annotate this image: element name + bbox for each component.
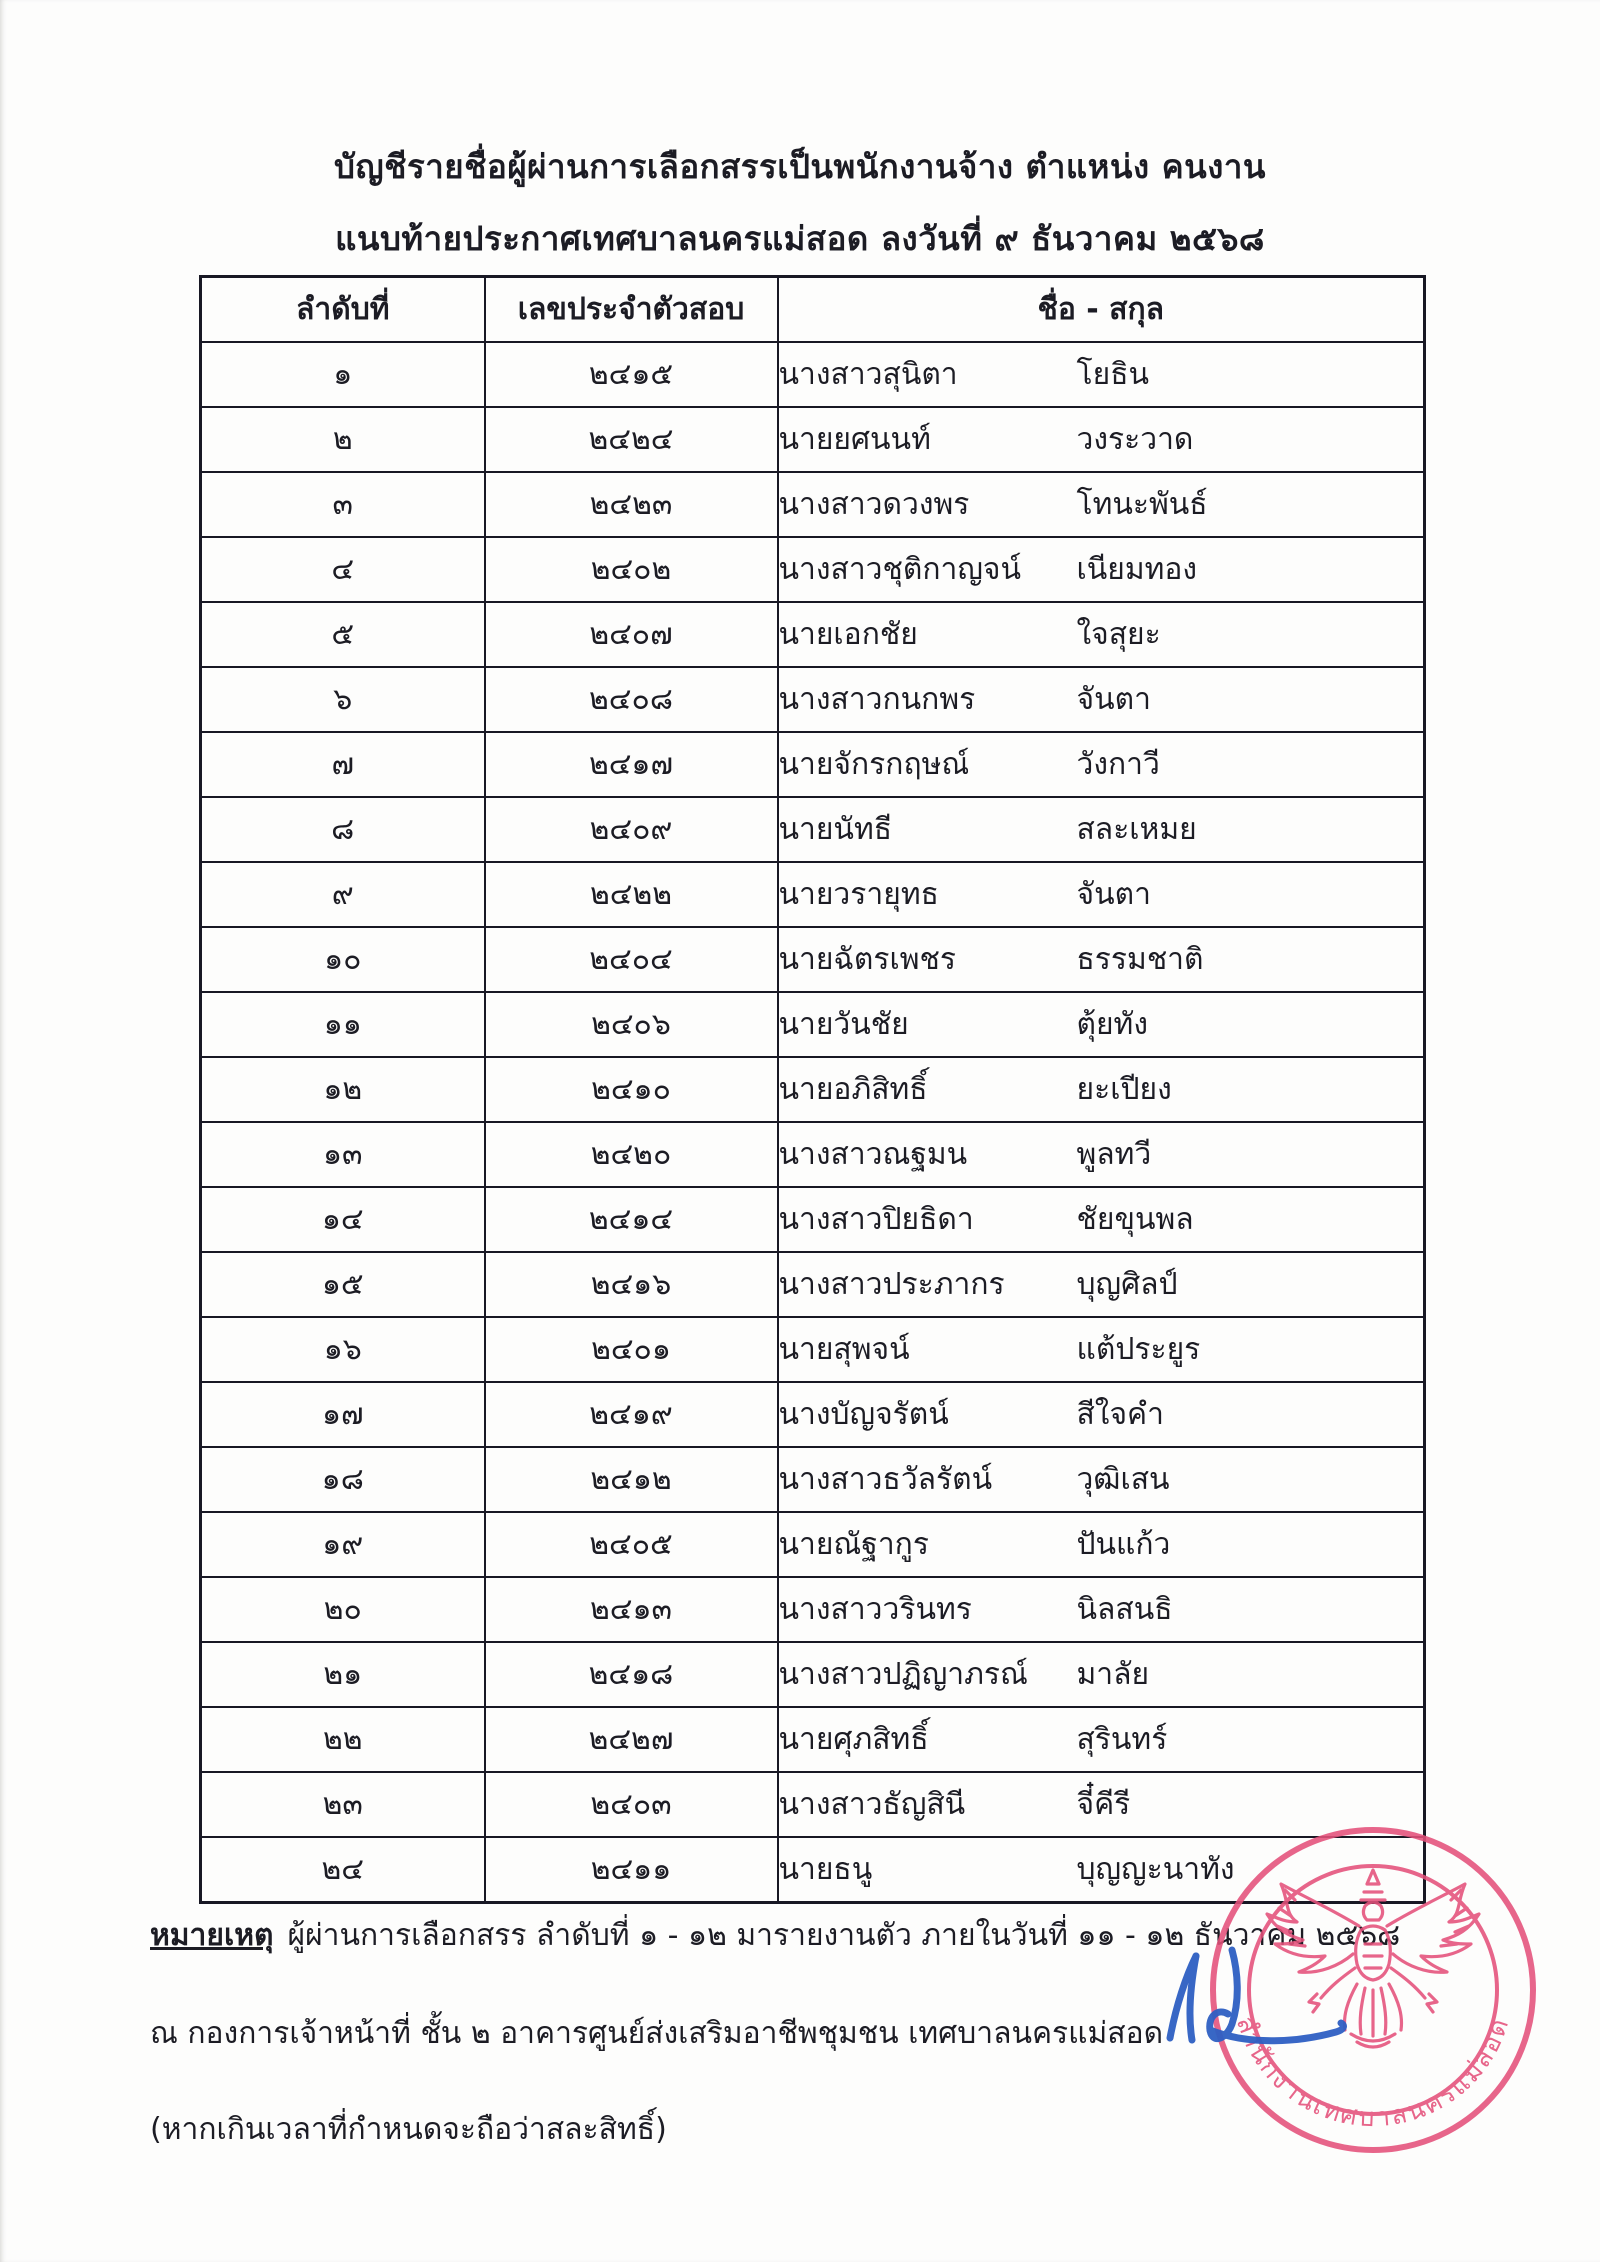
row-full-name <box>778 1382 1425 1447</box>
row-first-name: นางสาวณฐมน <box>778 1137 968 1172</box>
table-row <box>201 342 1425 407</box>
row-first-name: นายอภิสิทธิ์ <box>778 1072 928 1107</box>
row-first-name: นายยศนนท์ <box>778 422 931 457</box>
row-last-name: ชัยขุนพล <box>1076 1202 1194 1237</box>
row-full-name <box>778 1122 1425 1187</box>
table-row <box>201 862 1425 927</box>
header-order-number: ลำดับที่ <box>201 277 485 343</box>
table-row <box>201 797 1425 862</box>
row-exam-id: ๒๔๐๓ <box>485 1772 778 1837</box>
row-first-name: นายสุพจน์ <box>778 1332 910 1367</box>
row-last-name: ธรรมชาติ <box>1076 942 1204 977</box>
row-first-name: นางสาวธวัลรัตน์ <box>778 1462 993 1497</box>
row-last-name: พูลทวี <box>1076 1137 1152 1172</box>
seal-text: สำนักงานเทศบาลนครแม่สอด <box>1229 2012 1516 2134</box>
row-first-name: นายเอกชัย <box>778 617 918 652</box>
row-order-number: ๙ <box>201 862 485 927</box>
table-row <box>201 1512 1425 1577</box>
row-first-name: นายธนู <box>778 1852 873 1887</box>
row-first-name: นายวรายุทธ <box>778 877 939 912</box>
row-order-number: ๖ <box>201 667 485 732</box>
row-exam-id: ๒๔๑๑ <box>485 1837 778 1903</box>
row-last-name: บุญญะนาทัง <box>1076 1852 1235 1887</box>
row-full-name <box>778 1447 1425 1512</box>
row-last-name: วุฒิเสน <box>1076 1462 1170 1497</box>
row-last-name: จี๋คีรี <box>1076 1787 1131 1822</box>
table-row <box>201 1707 1425 1772</box>
row-last-name: ยะเปียง <box>1076 1072 1172 1107</box>
row-exam-id: ๒๔๐๙ <box>485 797 778 862</box>
row-full-name <box>778 927 1425 992</box>
row-exam-id: ๒๔๐๗ <box>485 602 778 667</box>
results-table <box>199 275 1426 1904</box>
row-full-name <box>778 1187 1425 1252</box>
row-first-name: นายจักรกฤษณ์ <box>778 747 970 782</box>
row-first-name: นายนัทธี <box>778 812 893 847</box>
row-exam-id: ๒๔๐๘ <box>485 667 778 732</box>
row-exam-id: ๒๔๑๒ <box>485 1447 778 1512</box>
row-exam-id: ๒๔๑๕ <box>485 342 778 407</box>
row-order-number: ๗ <box>201 732 485 797</box>
row-exam-id: ๒๔๐๒ <box>485 537 778 602</box>
row-exam-id: ๒๔๑๓ <box>485 1577 778 1642</box>
row-order-number: ๑ <box>201 342 485 407</box>
row-full-name <box>778 1707 1425 1772</box>
table-row <box>201 1057 1425 1122</box>
note-line-3: (หากเกินเวลาที่กำหนดจะถือว่าสละสิทธิ์) <box>150 2112 667 2147</box>
row-exam-id: ๒๔๐๕ <box>485 1512 778 1577</box>
row-order-number: ๒๒ <box>201 1707 485 1772</box>
row-exam-id: ๒๔๑๗ <box>485 732 778 797</box>
row-order-number: ๑๗ <box>201 1382 485 1447</box>
row-exam-id: ๒๔๐๔ <box>485 927 778 992</box>
row-first-name: นางสาวกนกพร <box>778 682 976 717</box>
row-first-name: นายศุภสิทธิ์ <box>778 1722 929 1757</box>
row-last-name: โทนะพันธ์ <box>1076 487 1208 522</box>
row-last-name: สีใจคำ <box>1076 1397 1164 1432</box>
title-line-1: บัญชีรายชื่อผู้ผ่านการเลือกสรรเป็นพนักงานจ้าง ตำแหน่ง คนงาน <box>334 147 1266 186</box>
row-first-name: นางสาวปฏิญาภรณ์ <box>778 1657 1028 1692</box>
row-order-number: ๒ <box>201 407 485 472</box>
row-last-name: วงระวาด <box>1076 422 1194 457</box>
row-full-name <box>778 797 1425 862</box>
table-row <box>201 927 1425 992</box>
row-order-number: ๒๑ <box>201 1642 485 1707</box>
row-full-name <box>778 407 1425 472</box>
row-first-name: นางสาวธัญสินี <box>778 1787 966 1822</box>
row-order-number: ๑๙ <box>201 1512 485 1577</box>
row-full-name <box>778 1577 1425 1642</box>
row-first-name: นางสาววรินทร <box>778 1592 972 1627</box>
header-full-name: ชื่อ - สกุล <box>778 277 1425 343</box>
row-first-name: นางสาวสุนิตา <box>778 357 958 392</box>
row-full-name <box>778 862 1425 927</box>
row-exam-id: ๒๔๑๐ <box>485 1057 778 1122</box>
row-last-name: ใจสุยะ <box>1076 617 1161 652</box>
row-first-name: นางสาวชุติกาญจน์ <box>778 552 1022 587</box>
row-last-name: ปันแก้ว <box>1076 1527 1171 1562</box>
row-exam-id: ๒๔๑๘ <box>485 1642 778 1707</box>
row-full-name <box>778 342 1425 407</box>
row-full-name <box>778 1642 1425 1707</box>
table-row <box>201 1642 1425 1707</box>
title-line-2: แนบท้ายประกาศเทศบาลนครแม่สอด ลงวันที่ ๙ ธันวาคม ๒๕๖๘ <box>335 219 1265 258</box>
row-last-name: ตุ้ยทัง <box>1076 1007 1148 1042</box>
table-row <box>201 1122 1425 1187</box>
table-row <box>201 732 1425 797</box>
row-order-number: ๑๖ <box>201 1317 485 1382</box>
row-last-name: นิลสนธิ <box>1076 1592 1173 1627</box>
row-order-number: ๑๕ <box>201 1252 485 1317</box>
row-exam-id: ๒๔๒๒ <box>485 862 778 927</box>
table-row <box>201 1577 1425 1642</box>
note-line-2: ณ กองการเจ้าหน้าที่ ชั้น ๒ อาคารศูนย์ส่งเสริมอาชีพชุมชน เทศบาลนครแม่สอด <box>150 2016 1164 2051</box>
row-exam-id: ๒๔๑๖ <box>485 1252 778 1317</box>
row-exam-id: ๒๔๒๔ <box>485 407 778 472</box>
header-exam-id: เลขประจำตัวสอบ <box>485 277 778 343</box>
table-row <box>201 407 1425 472</box>
row-order-number: ๑๘ <box>201 1447 485 1512</box>
row-last-name: บุญศิลป์ <box>1076 1267 1178 1302</box>
row-last-name: จันตา <box>1076 682 1151 717</box>
row-full-name <box>778 732 1425 797</box>
row-order-number: ๑๔ <box>201 1187 485 1252</box>
row-first-name: นางสาวประภากร <box>778 1267 1005 1302</box>
row-full-name <box>778 1252 1425 1317</box>
row-order-number: ๓ <box>201 472 485 537</box>
row-exam-id: ๒๔๑๙ <box>485 1382 778 1447</box>
row-order-number: ๒๐ <box>201 1577 485 1642</box>
results-table-body <box>201 342 1425 1903</box>
row-order-number: ๑๑ <box>201 992 485 1057</box>
row-exam-id: ๒๔๐๑ <box>485 1317 778 1382</box>
row-order-number: ๑๓ <box>201 1122 485 1187</box>
row-last-name: เนียมทอง <box>1076 552 1198 587</box>
row-last-name: สละเหมย <box>1076 812 1197 847</box>
note-line-1-text: ผู้ผ่านการเลือกสรร ลำดับที่ ๑ - ๑๒ มารายงานตัว ภายในวันที่ ๑๑ - ๑๒ ธันวาคม ๒๕๖๘ <box>287 1918 1401 1953</box>
table-row <box>201 992 1425 1057</box>
row-full-name <box>778 1057 1425 1122</box>
table-row <box>201 602 1425 667</box>
row-full-name <box>778 602 1425 667</box>
table-row <box>201 1252 1425 1317</box>
row-order-number: ๒๓ <box>201 1772 485 1837</box>
row-last-name: วังกาวี <box>1076 747 1160 782</box>
table-header-row <box>201 277 1425 343</box>
row-last-name: จันตา <box>1076 877 1151 912</box>
row-order-number: ๑๐ <box>201 927 485 992</box>
row-full-name <box>778 472 1425 537</box>
row-first-name: นายวันชัย <box>778 1007 909 1042</box>
table-row <box>201 537 1425 602</box>
row-full-name <box>778 1317 1425 1382</box>
note-label: หมายเหตุ <box>150 1918 274 1953</box>
row-first-name: นางบัญจรัตน์ <box>778 1397 949 1432</box>
row-last-name: แต้ประยูร <box>1076 1332 1201 1367</box>
row-exam-id: ๒๔๒๓ <box>485 472 778 537</box>
row-order-number: ๒๔ <box>201 1837 485 1903</box>
row-full-name <box>778 667 1425 732</box>
row-first-name: นางสาวปิยธิดา <box>778 1202 974 1237</box>
row-order-number: ๔ <box>201 537 485 602</box>
row-exam-id: ๒๔๒๗ <box>485 1707 778 1772</box>
row-order-number: ๕ <box>201 602 485 667</box>
row-last-name: มาลัย <box>1076 1657 1150 1692</box>
row-last-name: โยธิน <box>1076 357 1150 392</box>
row-full-name <box>778 992 1425 1057</box>
table-row <box>201 1187 1425 1252</box>
row-order-number: ๑๒ <box>201 1057 485 1122</box>
table-row <box>201 667 1425 732</box>
row-last-name: สุรินทร์ <box>1076 1722 1168 1757</box>
row-first-name: นายณัฐากูร <box>778 1527 929 1562</box>
row-full-name <box>778 537 1425 602</box>
table-row <box>201 1447 1425 1512</box>
row-full-name <box>778 1512 1425 1577</box>
table-row <box>201 1317 1425 1382</box>
table-row <box>201 472 1425 537</box>
row-first-name: นางสาวดวงพร <box>778 487 970 522</box>
signature-ink <box>1150 1940 1360 2055</box>
row-exam-id: ๒๔๒๐ <box>485 1122 778 1187</box>
row-first-name: นายฉัตรเพชร <box>778 942 956 977</box>
row-exam-id: ๒๔๐๖ <box>485 992 778 1057</box>
row-order-number: ๘ <box>201 797 485 862</box>
table-row <box>201 1382 1425 1447</box>
row-exam-id: ๒๔๑๔ <box>485 1187 778 1252</box>
